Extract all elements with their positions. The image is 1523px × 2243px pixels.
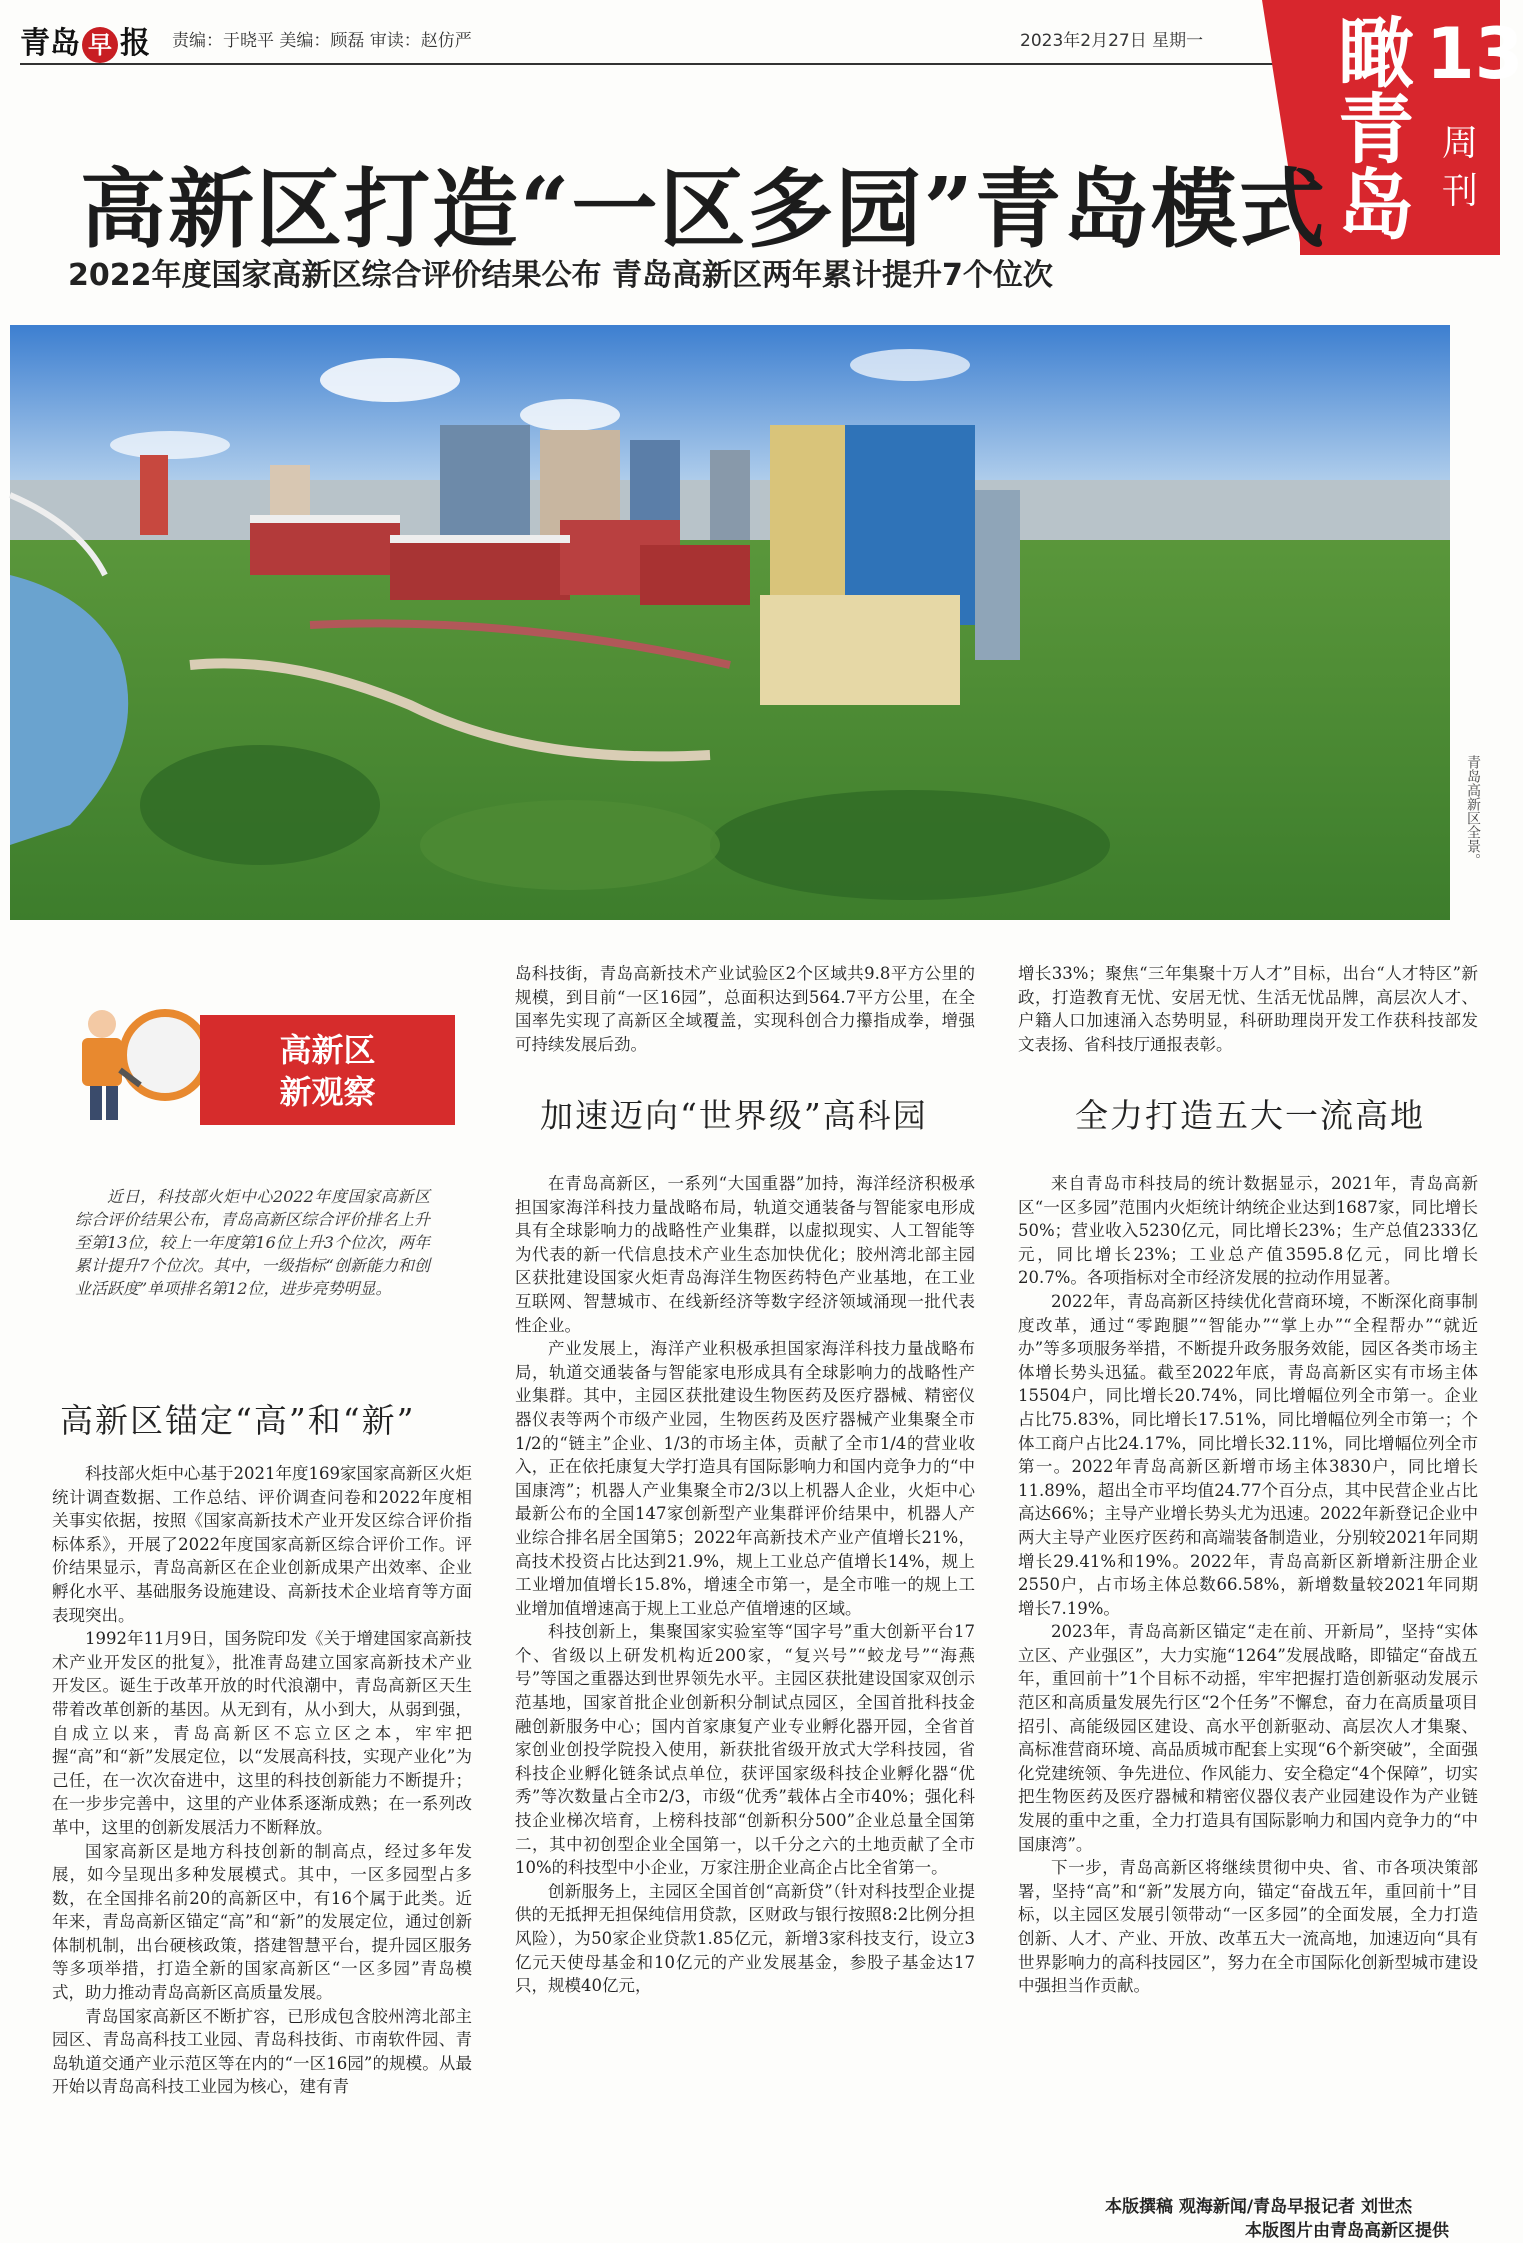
col1-paragraph: 1992年11月9日，国务院印发《关于增建国家高新技术产业开发区的批复》，批准青岛建立国家高新技术产业开发区。诞生于改革开放的时代浪潮中，青岛高新区天生带着改革创新的基因。从无到有，从小到大，从弱到强，自成立以来，青岛高新区不忘立区之本，牢牢把握“高”和“新”发展定位，以“发展高科技，实现产业化”为己任，在一次次奋进中，这里的科技创新能力不断提升；在一步步完善中，这里的产业体系逐渐成熟；在一系列改革中，这里的创新发展活力不断释放。	[52, 1629, 472, 1837]
col1-paragraph: 青岛国家高新区不断扩容，已形成包含胶州湾北部主园区、青岛高科技工业园、青岛科技街、市南软件园、青岛轨道交通产业示范区等在内的“一区16园”的规模。从最开始以青岛高科技工业园为核心，建有青	[52, 2006, 472, 2097]
col2-paragraph: 产业发展上，海洋产业积极承担国家海洋科技力量战略布局，轨道交通装备与智能家电形成具有全球影响力的战略性产业集群。其中，主园区获批建设生物医药及医疗器械、精密仪器仪表等两个市级产业园，生物医药及医疗器械产业集聚全市1/2的“链主”企业、1/3的市场主体，贡献了全市1/4的营业收入，正在依托康复大学打造具有国际影响力和国内竞争力的“中国康湾”；机器人产业集聚全市2/3以上机器人企业，火炬中心最新公布的全国147家创新型产业集群评价结果中，机器人产业综合排名居全国第5；2022年高新技术产业产值增长21%，高技术投资占比达到21.9%，规上工业总产值增长14%，规上工业增加值增长15.8%，增速全市第一，是全市唯一的规上工业增加值增速高于规上工业总产值增速的区域。	[515, 1339, 975, 1618]
reader-magnifier-icon	[60, 1000, 210, 1130]
section-heading-1: 高新区锚定“高”和“新”	[60, 1401, 416, 1440]
column-2-top	[515, 962, 975, 1056]
col3-paragraph: 增长33%；聚焦“三年集聚十万人才”目标，出台“人才特区”新政，打造教育无忧、安居无忧、生活无忧品牌，高层次人才、户籍人口加速涌入态势明显，科研助理岗开发工作获科技部发文表扬、省科技厅通报表彰。	[1018, 964, 1478, 1054]
col2-paragraph: 创新服务上，主园区全国首创“高新贷”（针对科技型企业提供的无抵押无担保纯信用贷款，区财政与银行按照8:2比例分担风险），为50家企业贷款1.85亿元，新增3家科技支行，设立3亿元天使母基金和10亿元的产业发展基金，参股子基金达17只，规模40亿元，	[515, 1881, 975, 1996]
section-badge	[1300, 0, 1523, 255]
masthead: 青岛 早 报	[20, 26, 150, 61]
badge-weekly: 周刊	[1441, 123, 1478, 212]
col2-paragraph: 在青岛高新区，一系列“大国重器”加持，海洋经济积极承担国家海洋科技力量战略布局，轨道交通装备与智能家电形成具有全球影响力的战略性产业集群，以虚拟现实、人工智能等为代表的新一代信息技术产业生态加快优化；胶州湾北部主园区获批建设国家火炬青岛海洋生物医药特色产业基地，在工业互联网、智慧城市、在线新经济等数字经济领域涌现一批代表性企业。	[515, 1174, 975, 1335]
col1-paragraph: 科技部火炬中心基于2021年度169家国家高新区火炬统计调查数据、工作总结、评价调查问卷和2022年度相关事实依据，按照《国家高新技术产业开发区综合评价指标体系》，开展了2022年度国家高新区综合评价工作。评价结果显示，青岛高新区在企业创新成果产出效率、企业孵化水平、基础服务设施建设、高新技术企业培育等方面表现突出。	[52, 1464, 472, 1625]
masthead-zao-mark: 早	[82, 27, 118, 63]
column-1	[52, 1462, 472, 2099]
photo-credit: 本版图片由青岛高新区提供	[1245, 2221, 1449, 2241]
col3-paragraph: 来自青岛市科技局的统计数据显示，2021年，青岛高新区“一区多园”范围内火炬统计纳统企业达到1687家，同比增长50%；营业收入5230亿元，同比增长23%；生产总值2333亿元，同比增长23%；工业总产值3595.8亿元，同比增长20.7%。各项指标对全市经济发展的拉动作用显著。	[1018, 1174, 1478, 1288]
col2-paragraph: 岛科技街，青岛高新技术产业试验区2个区域共9.8平方公里的规模，到目前“一区16园”，总面积达到564.7平方公里，在全国率先实现了高新区全域覆盖，实现科创合力攥指成拳，增强可持续发展后劲。	[515, 964, 975, 1054]
col3-paragraph: 2023年，青岛高新区锚定“走在前、开新局”，坚持“实体立区、产业强区”，大力实施“1264”发展战略，即锚定“奋战五年，重回前十”1个目标不动摇，牢牢把握打造创新驱动发展示范区和高质量发展先行区“2个任务”不懈怠，奋力在高质量项目招引、高能级园区建设、高水平创新驱动、高层次人才集聚、高标准营商环境、高品质城市配套上实现“6个新突破”，全面强化党建统领、争先进位、作风能力、安全稳定“4个保障”，切实把生物医药及医疗器械和精密仪器仪表产业园建设作为产业链发展的重中之重，全力打造具有国际影响力和国内竞争力的“中国康湾”。	[1018, 1622, 1478, 1854]
col3-paragraph: 下一步，青岛高新区将继续贯彻中央、省、市各项决策部署，坚持“高”和“新”发展方向，锚定“奋战五年，重回前十”目标，以主园区发展引领带动“一区多园”的全面发展，全力打造创新、人才、产业、开放、改革五大一流高地，加速迈向“具有世界影响力的高科技园区”，努力在全市国际化创新型城市建设中强担当作贡献。	[1018, 1858, 1478, 1996]
col3-paragraph: 2022年，青岛高新区持续优化营商环境，不断深化商事制度改革，通过“零跑腿”“智能办”“掌上办”“全程帮办”“就近办”等多项服务举措，不断提升政务服务效能，园区各类市场主体增长势头迅猛。截至2022年底，青岛高新区实有市场主体15504户，同比增长20.74%，同比增幅位列全市第一。企业占比75.83%，同比增长17.51%，同比增幅位列全市第一；个体工商户占比24.17%，同比增长32.11%，同比增幅位列全市第一。2022年青岛高新区新增市场主体3830户，同比增长11.89%，超出全市平均值24.77个百分点，其中民营企业占比高达66%；主导产业增长势头尤为迅速。2022年新登记企业中两大主导产业医疗医药和高端装备制造业，分别较2021年同期增长29.41%和19%。2022年，青岛高新区新增新注册企业2550户，占市场主体总数66.58%，新增数量较2021年同期增长7.19%。	[1018, 1291, 1478, 1618]
page-headline: 高新区打造“一区多园”青岛模式	[80, 159, 1327, 260]
section-heading-2: 加速迈向“世界级”高科园	[540, 1096, 928, 1135]
page-subheadline: 2022年度国家高新区综合评价结果公布 青岛高新区两年累计提升7个位次	[68, 258, 1053, 293]
col2-paragraph: 科技创新上，集聚国家实验室等“国字号”重大创新平台17个、省级以上研发机构近200家，“复兴号”“蛟龙号”“海燕号”等国之重器达到世界领先水平。主园区获批建设国家双创示范基地，国家首批企业创新积分制试点园区，全国首批科技金融创新服务中心；国内首家康复产业专业孵化器开园，全省首家创业创投学院投入使用，新获批省级开放式大学科技园，省科技企业孵化链条试点单位，获评国家级科技企业孵化器“优秀”等次数量占全市2/3，市级“优秀”载体占全市40%；强化科技企业梯次培育，上榜科技部“创新积分500”企业总量全国第二，其中初创型企业全国第一，以千分之六的土地贡献了全市10%的科技型中小企业，万家注册企业高企占比全省第一。	[515, 1622, 975, 1878]
column-2	[515, 1172, 975, 1998]
page-number: 13	[1426, 13, 1523, 95]
column-logo-title: 高新区 新观察	[200, 1015, 455, 1125]
column-3-top	[1018, 962, 1478, 1056]
editor-credits: 责编：于晓平 美编：顾磊 审读：赵仿严	[172, 31, 472, 51]
section-heading-3: 全力打造五大一流高地	[1075, 1096, 1425, 1135]
byline: 本版撰稿 观海新闻/青岛早报记者 刘世杰	[1105, 2197, 1413, 2217]
header-rule	[20, 63, 1290, 65]
aerial-photo-illustration	[10, 325, 1450, 920]
column-3	[1018, 1172, 1478, 1998]
col1-paragraph: 国家高新区是地方科技创新的制高点，经过多年发展，如今呈现出多种发展模式。其中，一区多园型占多数，在全国排名前20的高新区中，有16个属于此类。近年来，青岛高新区锚定“高”和“新”的发展定位，通过创新体制机制，出台硬核政策，搭建智慧平台，提升园区服务等多项举措，打造全新的国家高新区“一区多园”青岛模式，助力推动青岛高新区高质量发展。	[52, 1841, 472, 2003]
aerial-photo	[10, 325, 1450, 920]
intro-paragraph: 近日，科技部火炬中心2022年度国家高新区综合评价结果公布，青岛高新区综合评价排名上升至第13位，较上一年度第16位上升3个位次，两年累计提升7个位次。其中，一级指标“创新能力和创业活跃度”单项排名第12位，进步亮势明显。	[75, 1187, 430, 1298]
issue-date: 2023年2月27日 星期一	[1020, 31, 1204, 51]
column-logo	[60, 990, 390, 1111]
photo-caption: 青岛高新区全景。	[1465, 755, 1481, 867]
badge-title: 瞰青岛	[1338, 9, 1414, 250]
